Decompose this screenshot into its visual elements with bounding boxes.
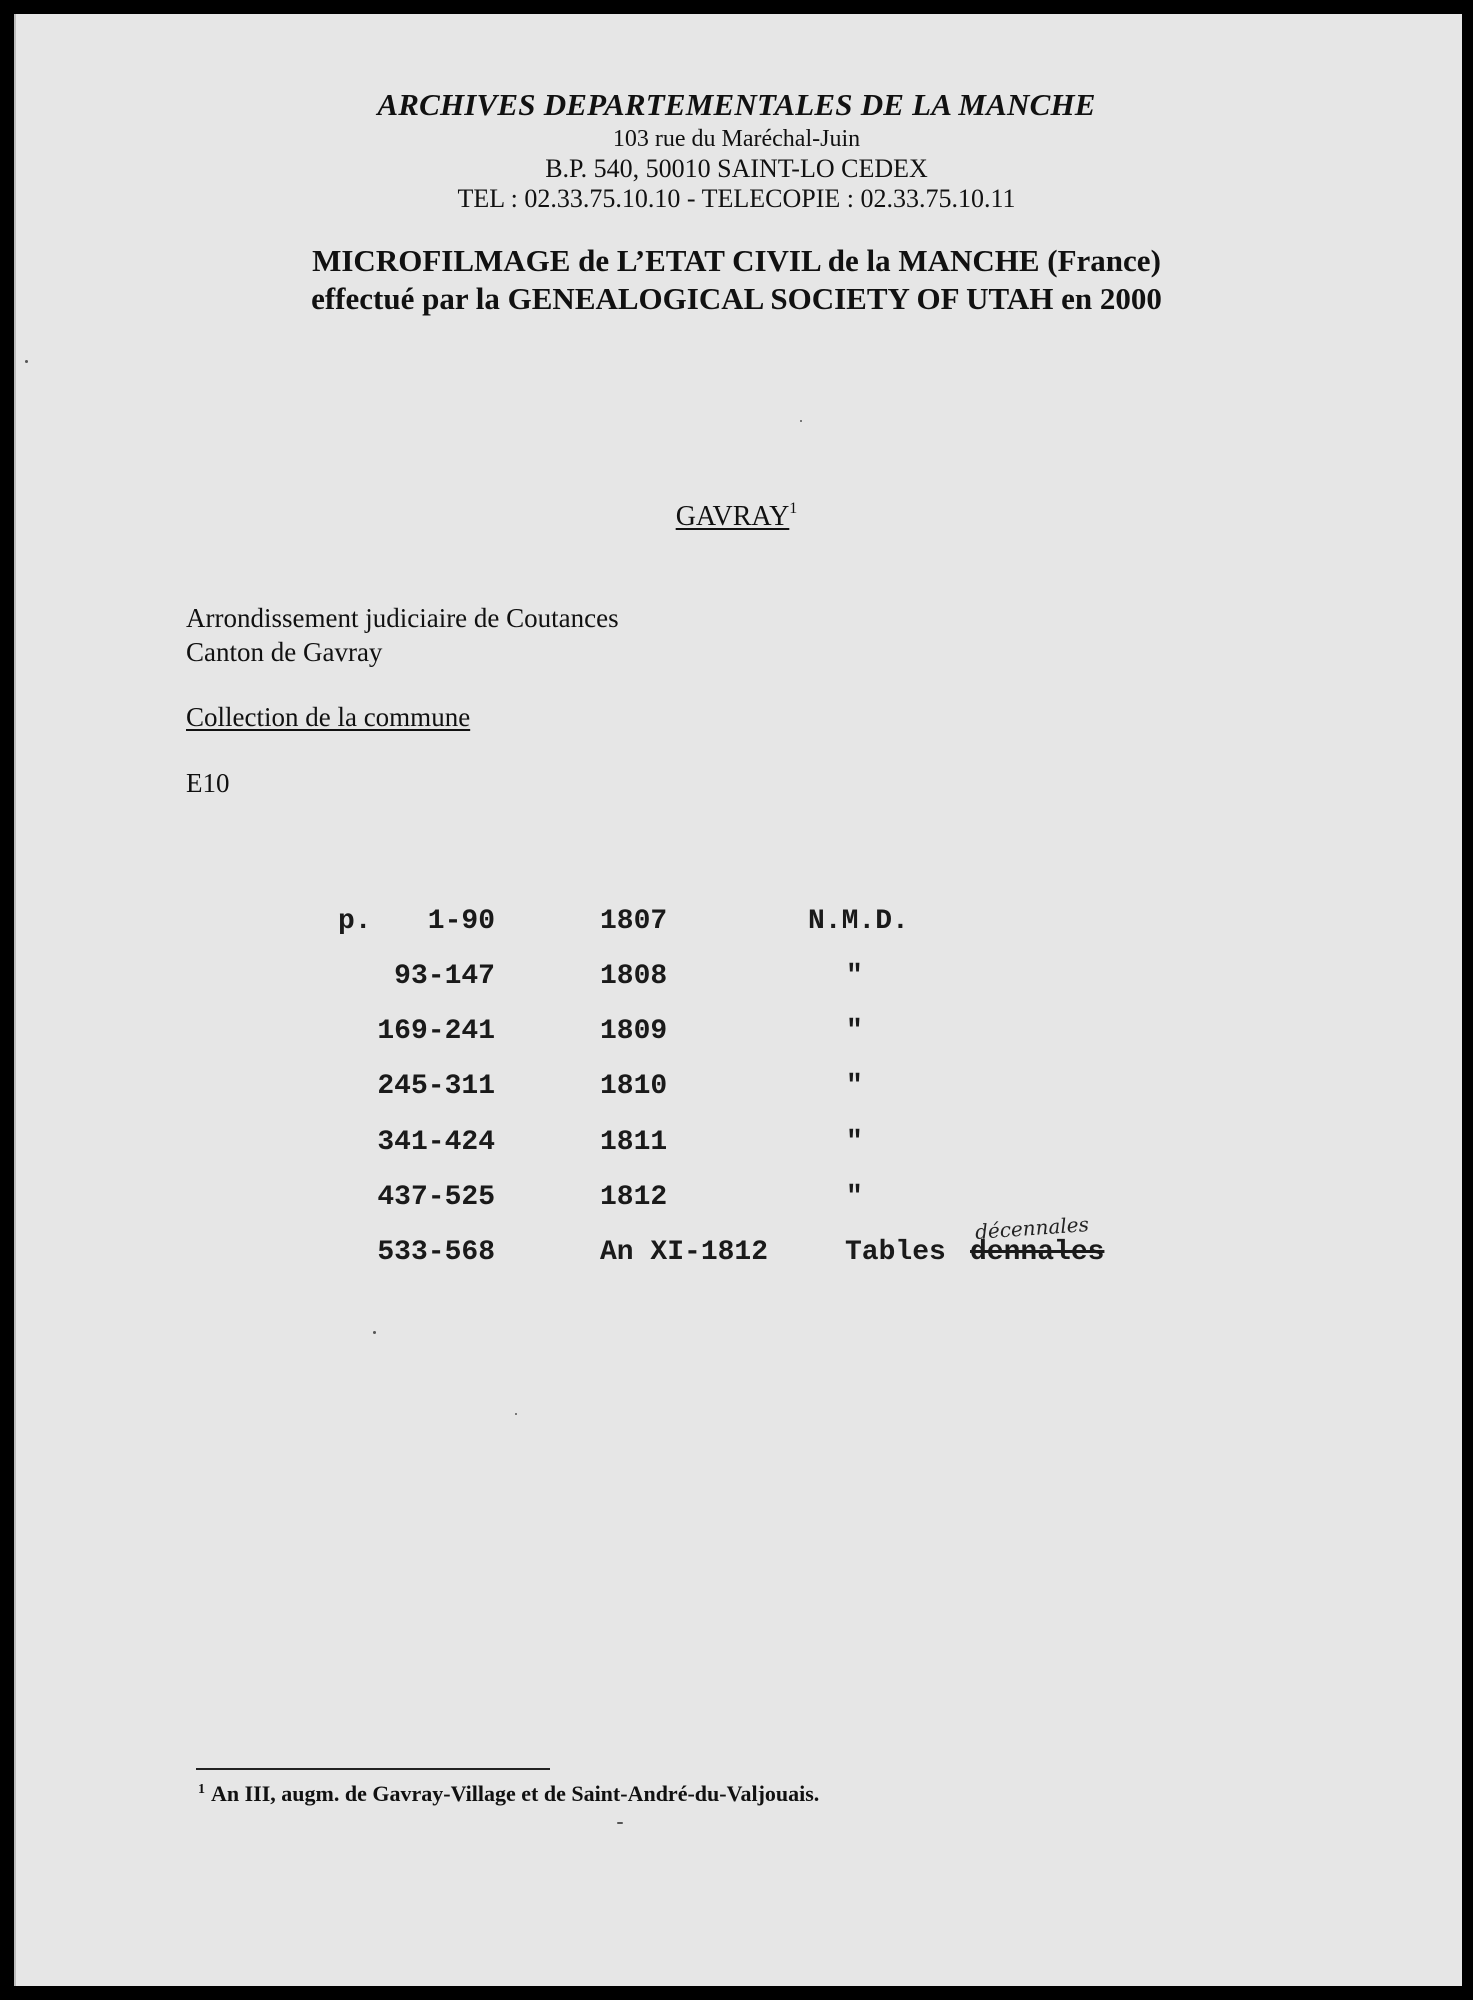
footnote-text: An III, augm. de Gavray-Village et de Saint-André-du-Valjouais. <box>211 1781 820 1806</box>
row-pages: 1-90 <box>427 906 495 937</box>
collection-code: E10 <box>186 768 230 798</box>
struck-word: dennales <box>970 1237 1105 1268</box>
row-year: 1809 <box>600 1016 668 1047</box>
scan-speck <box>373 1331 376 1334</box>
scan-speck <box>617 1822 623 1824</box>
document-header <box>0 86 1473 318</box>
phone-line: TEL : 02.33.75.10.10 - TELECOPIE : 02.33.75.10.11 <box>457 184 1016 213</box>
collection-line: Collection de la commune <box>186 702 471 732</box>
row-ditto: " <box>846 1071 863 1102</box>
row-type: N.M.D. <box>808 906 909 937</box>
page-prefix: p. <box>338 906 372 937</box>
scan-speck <box>515 1413 517 1415</box>
row-year: An XI-1812 <box>600 1237 769 1268</box>
footnote-divider <box>196 1768 550 1770</box>
row-pages: 533-568 <box>377 1237 495 1268</box>
title-line-1: MICROFILMAGE de L’ETAT CIVIL de la MANCHE (France) <box>312 243 1161 278</box>
scan-speck <box>25 360 28 363</box>
row-year: 1808 <box>600 961 668 992</box>
tables-word: Tables <box>845 1237 946 1268</box>
row-pages: 245-311 <box>377 1071 495 1102</box>
commune-title <box>0 500 1473 533</box>
institution-name: ARCHIVES DEPARTEMENTALES DE LA MANCHE <box>377 87 1096 122</box>
row-pages: 437-525 <box>377 1182 495 1213</box>
row-year: 1807 <box>600 906 668 937</box>
scan-speck <box>800 420 802 422</box>
commune-footnote-mark: 1 <box>789 500 798 517</box>
row-year: 1811 <box>600 1127 668 1158</box>
handwritten-correction: décennales <box>974 1212 1090 1244</box>
row-pages: 341-424 <box>377 1127 495 1158</box>
footnote-mark: 1 <box>198 1782 205 1797</box>
postal-address: B.P. 540, 50010 SAINT-LO CEDEX <box>545 154 928 183</box>
row-year: 1812 <box>600 1182 668 1213</box>
row-ditto: " <box>846 1016 863 1047</box>
row-pages: 169-241 <box>377 1016 495 1047</box>
canton-line: Canton de Gavray <box>186 637 383 667</box>
row-ditto: " <box>846 1182 863 1213</box>
row-year: 1810 <box>600 1071 668 1102</box>
street-address: 103 rue du Maréchal-Juin <box>612 126 861 152</box>
title-line-2: effectué par la GENEALOGICAL SOCIETY OF UTAH en 2000 <box>311 281 1162 316</box>
row-ditto: " <box>846 961 863 992</box>
footnote <box>198 1781 819 1807</box>
arrondissement-line: Arrondissement judiciaire de Coutances <box>186 603 619 633</box>
row-ditto: " <box>846 1127 863 1158</box>
row-pages: 93-147 <box>394 961 495 992</box>
commune-name: GAVRAY <box>675 501 790 532</box>
